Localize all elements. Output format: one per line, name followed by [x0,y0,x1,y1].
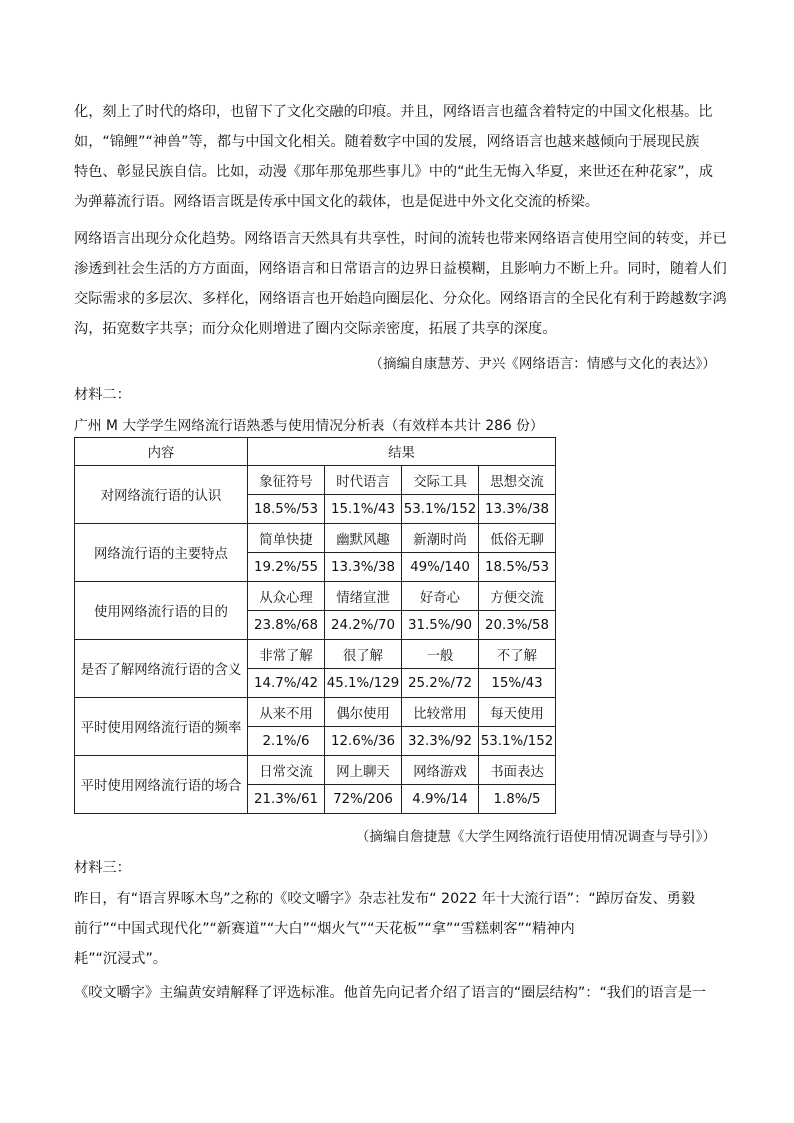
value-cell: 4.9%/14 [402,785,479,814]
text-line: 特色、彰显民族自信。比如，动漫《那年那兔那些事儿》中的“此生无悔入华夏，来世还在种花家”，成 [74,164,713,180]
row-category: 使用网络流行语的目的 [75,582,248,640]
source-citation-2: （摘编自詹捷慧《大学生网络流行语使用情况调查与导引》） [355,829,716,845]
option-cell: 书面表达 [479,756,556,785]
option-cell: 从众心理 [248,582,325,611]
table-row [75,640,556,669]
row-category: 对网络流行语的认识 [75,466,248,524]
option-cell: 方便交流 [479,582,556,611]
table-row [75,582,556,611]
option-cell: 一般 [402,640,479,669]
material-3-label: 材料三： [74,860,131,876]
value-cell: 12.6%/36 [325,727,402,756]
option-cell: 日常交流 [248,756,325,785]
text-line: 如，“锦鲤”“神兽”等，都与中国文化相关。随着数字中国的发展，网络语言也越来越倾向于展现民族 [74,134,700,150]
value-cell: 25.2%/72 [402,669,479,698]
paragraph-editor [74,978,726,1008]
text-line: 《咬文嚼字》主编黄安靖解释了评选标准。他首先向记者介绍了语言的“圈层结构”：“我们的语言是一 [74,985,707,1001]
option-cell: 低俗无聊 [479,524,556,553]
value-cell: 18.5%/53 [248,495,325,524]
text-line: 耗”“沉浸式”。 [74,951,167,967]
text-line: 沟，拓宽数字共享；而分众化则增进了圈内交际亲密度，拓展了共享的深度。 [74,321,557,337]
value-cell: 18.5%/53 [479,553,556,582]
text-line: 化，刻上了时代的烙印，也留下了文化交融的印痕。并且，网络语言也蕴含着特定的中国文化根基。比 [74,104,713,120]
value-cell: 1.8%/5 [479,785,556,814]
value-cell: 53.1%/152 [402,495,479,524]
option-cell: 情绪宣泄 [325,582,402,611]
option-cell: 非常了解 [248,640,325,669]
header-result: 结果 [248,438,556,466]
source-citation-1: （摘编自康慧芳、尹兴《网络语言：情感与文化的表达》） [369,356,716,372]
material-2-label: 材料二： [74,387,131,403]
value-cell: 49%/140 [402,553,479,582]
table-row [75,756,556,785]
paragraph-top-ten [74,884,726,974]
value-cell: 19.2%/55 [248,553,325,582]
text-line: 前行”“中国式现代化”“新赛道”“大白”“烟火气”“天花板”“拿”“雪糕刺客”“精神内 [74,921,575,937]
row-category: 网络流行语的主要特点 [75,524,248,582]
option-cell: 交际工具 [402,466,479,495]
option-cell: 比较常用 [402,698,479,727]
value-cell: 21.3%/61 [248,785,325,814]
text-line: 交际需求的多层次、多样化，网络语言也开始趋向圈层化、分众化。网络语言的全民化有利于跨越数字鸿 [74,291,727,307]
row-category: 平时使用网络流行语的频率 [75,698,248,756]
value-cell: 72%/206 [325,785,402,814]
value-cell: 23.8%/68 [248,611,325,640]
text-line: 渗透到社会生活的方方面面，网络语言和日常语言的边界日益模糊，且影响力不断上升。同时，随着人们 [74,261,727,277]
option-cell: 每天使用 [479,698,556,727]
option-cell: 很了解 [325,640,402,669]
header-content: 内容 [75,438,248,466]
option-cell: 网络游戏 [402,756,479,785]
row-category: 是否了解网络流行语的含义 [75,640,248,698]
value-cell: 45.1%/129 [325,669,402,698]
text-line: 昨日，有“语言界啄木鸟”之称的《咬文嚼字》杂志社发布“ 2022 年十大流行语”：“踔厉奋发、勇毅 [74,891,696,907]
value-cell: 32.3%/92 [402,727,479,756]
value-cell: 13.3%/38 [479,495,556,524]
value-cell: 15%/43 [479,669,556,698]
value-cell: 15.1%/43 [325,495,402,524]
table-header-row [75,438,556,466]
value-cell: 13.3%/38 [325,553,402,582]
value-cell: 24.2%/70 [325,611,402,640]
value-cell: 14.7%/42 [248,669,325,698]
option-cell: 幽默风趣 [325,524,402,553]
option-cell: 新潮时尚 [402,524,479,553]
option-cell: 从来不用 [248,698,325,727]
option-cell: 简单快捷 [248,524,325,553]
option-cell: 网上聊天 [325,756,402,785]
text-line: 为弹幕流行语。网络语言既是传承中国文化的载体，也是促进中外文化交流的桥梁。 [74,194,599,210]
paragraph-segmentation [74,224,726,344]
table-title: 广州 M 大学学生网络流行语熟悉与使用情况分析表（有效样本共计 286 份） [74,418,544,434]
option-cell: 思想交流 [479,466,556,495]
value-cell: 31.5%/90 [402,611,479,640]
row-category: 平时使用网络流行语的场合 [75,756,248,814]
option-cell: 不了解 [479,640,556,669]
option-cell: 时代语言 [325,466,402,495]
option-cell: 偶尔使用 [325,698,402,727]
option-cell: 好奇心 [402,582,479,611]
table-row [75,698,556,727]
value-cell: 2.1%/6 [248,727,325,756]
paragraph-culture [74,97,726,217]
table-row [75,466,556,495]
value-cell: 20.3%/58 [479,611,556,640]
value-cell: 53.1%/152 [479,727,556,756]
survey-table [74,437,556,814]
option-cell: 象征符号 [248,466,325,495]
table-row [75,524,556,553]
text-line: 网络语言出现分众化趋势。网络语言天然具有共享性，时间的流转也带来网络语言使用空间的转变，并已 [74,231,727,247]
